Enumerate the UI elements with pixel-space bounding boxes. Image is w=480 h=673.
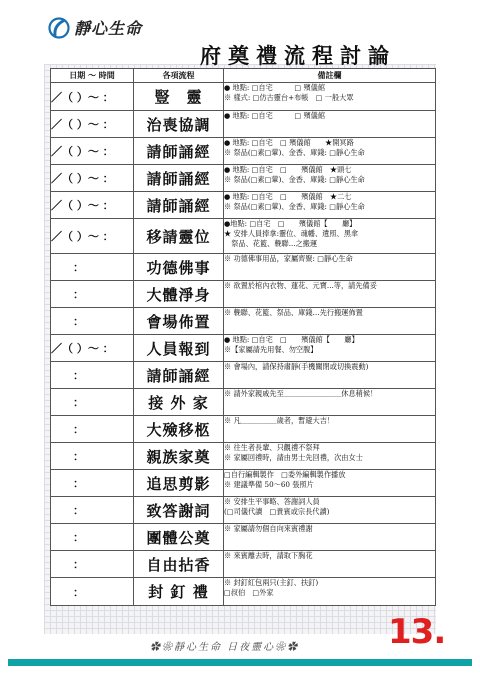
row-item: 自由拈香 — [134, 551, 224, 578]
page-title: 府奠禮流程討論 — [200, 43, 396, 68]
row-note: ※ 來賓離去時，請取下胸花 — [224, 551, 436, 578]
row-item: 治喪協調 — [134, 111, 224, 138]
row-note: ※ 輓聯、花籃、祭品、庫錢…先行搬運佈置 — [224, 308, 436, 335]
row-time: ： — [51, 362, 134, 389]
row-note: ● 地點: □自宅 □ 殯儀館 ★頭七 ※ 祭品(□素□葷)、金香、庫錢: □靜心生命 — [224, 165, 436, 192]
row-note: ※ 會場內，請保持肅靜(手機關閉或切換震動) — [224, 362, 436, 389]
row-time: ／（ ）～ ： — [51, 219, 134, 254]
logo — [48, 16, 142, 39]
table-row — [51, 497, 436, 524]
row-note: ※ 安排生平事略、答謝詞人員 (□司儀代讀 □貴賓或宗長代讀) — [224, 497, 436, 524]
table-row — [51, 219, 436, 254]
row-item: 請師誦經 — [134, 362, 224, 389]
row-item: 大殮移柩 — [134, 416, 224, 443]
table-row — [51, 551, 436, 578]
table-row — [51, 578, 436, 606]
row-note: ● 地點: □自宅 □ 殯儀館 ★開冥路 ※ 祭品(□素□葷)、金香、庫錢: □靜心生命 — [224, 138, 436, 165]
row-time: ： — [51, 578, 134, 606]
row-note: ※ 凡＿＿＿＿＿歲者，暫避大吉！ — [224, 416, 436, 443]
row-time: ／（ ）～ ： — [51, 335, 134, 362]
table-row — [51, 192, 436, 219]
row-time: ： — [51, 443, 134, 470]
table-row — [51, 416, 436, 443]
table-row — [51, 281, 436, 308]
row-note: ● 地點: □自宅 □ 殯儀館 ※ 樣式: □仿古靈台+布帳 □ 一般大眾 — [224, 83, 436, 111]
row-item: 人員報到 — [134, 335, 224, 362]
brand-name: 靜心生命 — [74, 19, 143, 38]
row-note: ※ 往生者長輩、只觀禮不祭拜 ※ 家屬回禮時，請由男士先回禮，次由女士 — [224, 443, 436, 470]
row-time: ： — [51, 470, 134, 497]
table-row — [51, 308, 436, 335]
table-row — [51, 335, 436, 362]
table-row — [51, 254, 436, 281]
row-time: ： — [51, 416, 134, 443]
row-time: ／（ ）～ ： — [51, 111, 134, 138]
row-time: ： — [51, 254, 134, 281]
table-row — [51, 83, 436, 111]
row-time: ： — [51, 551, 134, 578]
table-row — [51, 524, 436, 551]
table-row — [51, 443, 436, 470]
row-time: ／（ ）～ ： — [51, 138, 134, 165]
row-item: 會場佈置 — [134, 308, 224, 335]
row-time: ／（ ）～ ： — [51, 165, 134, 192]
row-item: 豎 靈 — [134, 83, 224, 111]
logo-mark-icon — [48, 17, 70, 39]
row-note: ●地點: □自宅 □ 殯儀館【 廳】 ★ 安排人員捧拿:靈位、魂幡、遺照、黑傘 祭品、花籃、輓聯...之搬運 — [224, 219, 436, 254]
footer-bar — [8, 659, 472, 666]
row-item: 親族家奠 — [134, 443, 224, 470]
table-row — [51, 362, 436, 389]
row-note: ※ 家屬請勿個自向來賓禮謝 — [224, 524, 436, 551]
row-note: ※ 封釘紅包兩只(主釘、扶釘) □叔伯 □外家 — [224, 578, 436, 606]
flow-table — [50, 68, 436, 606]
row-time: ／（ ）～ ： — [51, 192, 134, 219]
row-note: ● 地點: □自宅 □ 殯儀館 — [224, 111, 436, 138]
table-row — [51, 111, 436, 138]
row-item: 致答謝詞 — [134, 497, 224, 524]
row-time: ： — [51, 389, 134, 416]
page-number: 13. — [388, 612, 446, 652]
row-time: ： — [51, 308, 134, 335]
row-note: □自行編輯製作 □委外編輯製作播放 ※ 建議準備 50～60 張照片 — [224, 470, 436, 497]
row-note: ※ 功德佛事用品，家屬齊聚: □靜心生命 — [224, 254, 436, 281]
header-item: 各項流程 — [134, 69, 224, 83]
table-row — [51, 470, 436, 497]
header-row — [51, 69, 436, 83]
header-note: 備註欄 — [224, 69, 436, 83]
row-note: ● 地點: □自宅 □ 殯儀館 ★二七 ※ 祭品(□素□葷)、金香、庫錢: □靜心生命 — [224, 192, 436, 219]
row-time: ： — [51, 524, 134, 551]
row-item: 封 釘 禮 — [134, 578, 224, 606]
row-time: ： — [51, 497, 134, 524]
table-row — [51, 389, 436, 416]
row-item: 大體淨身 — [134, 281, 224, 308]
row-item: 移請靈位 — [134, 219, 224, 254]
row-item: 請師誦經 — [134, 192, 224, 219]
row-item: 請師誦經 — [134, 165, 224, 192]
row-item: 接 外 家 — [134, 389, 224, 416]
table-row — [51, 138, 436, 165]
row-time: ： — [51, 281, 134, 308]
row-item: 功德佛事 — [134, 254, 224, 281]
row-time: ／（ ）～ ： — [51, 83, 134, 111]
row-note: ● 地點: □自宅 □ 殯儀館【 廳】 ※【家屬請先用餐、勿空腹】 — [224, 335, 436, 362]
row-note: ※ 欲置於棺內衣物、蓮花、元寶...等，請先備妥 — [224, 281, 436, 308]
header-time: 日期 ～ 時間 — [51, 69, 134, 83]
footer-slogan: ✿❀靜心生命 日夜靈心❀✿ — [150, 642, 300, 653]
row-item: 追思剪影 — [134, 470, 224, 497]
row-item: 團體公奠 — [134, 524, 224, 551]
row-item: 請師誦經 — [134, 138, 224, 165]
row-note: ※ 請外家親戚先至＿＿＿＿＿＿＿＿休息稍候！ — [224, 389, 436, 416]
table-row — [51, 165, 436, 192]
